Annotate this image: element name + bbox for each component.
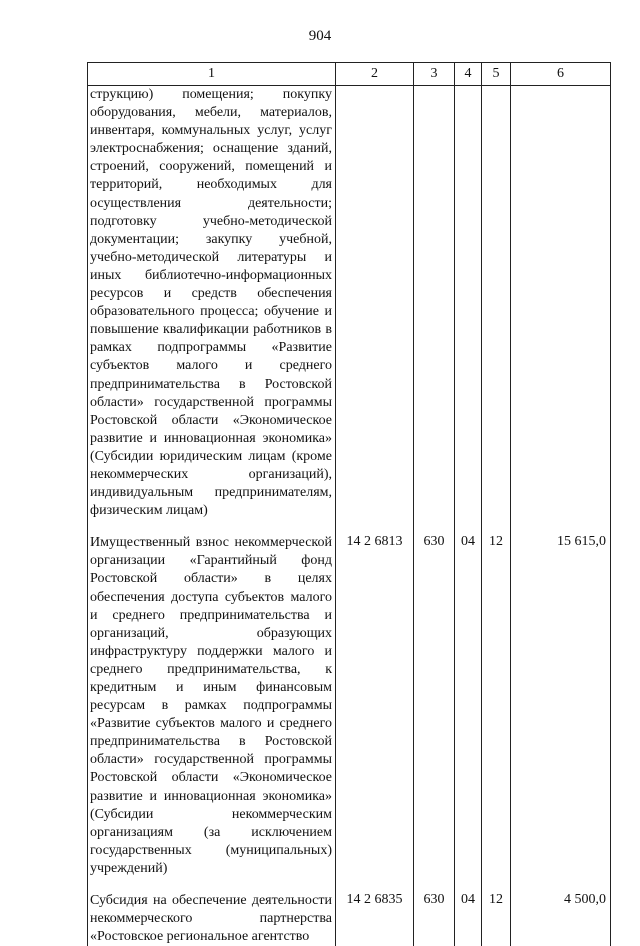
column-header-5: 5 [482, 63, 511, 86]
row-description: струкцию) помещения; покупку оборудования, мебели, материалов, инвентаря, коммунальных услуг, услуг электроснабжения; оснащение зданий, строений, сооружений, помещений и территорий, необходимых для осуществления деятельности; подготовку учебно-методической документации; закупку учебной, учебно-методической литературы и иных библиотечно-информационных ресурсов и средств обеспечения образовательного процесса; обучение и повышение квалификации работников в рамках подпрограммы «Развитие субъектов малого и среднего предпринимательства в Ростовской области» государственной программы Ростовской области «Экономическое развитие и инновационная экономика» (Субсидии юридическим лицам (кроме некоммерческих организаций), индивидуальным предпринимателям, физическим лицам) [88, 86, 336, 521]
budget-table [87, 62, 611, 946]
column-header-6: 6 [511, 63, 611, 86]
row-target-code [336, 86, 414, 521]
table-row [88, 520, 611, 878]
row-description: Субсидия на обеспечение деятельности некоммерческого партнерства «Ростовское региональное агентство [88, 878, 336, 946]
column-header-2: 2 [336, 63, 414, 86]
row-section [455, 86, 482, 521]
row-expense-type: 630 [414, 878, 455, 946]
table-header [88, 63, 611, 86]
table-row [88, 878, 611, 946]
row-expense-type: 630 [414, 520, 455, 878]
column-header-3: 3 [414, 63, 455, 86]
page-number: 904 [308, 28, 332, 44]
row-expense-type [414, 86, 455, 521]
row-amount [511, 86, 611, 521]
row-section: 04 [455, 520, 482, 878]
column-header-1: 1 [88, 63, 336, 86]
row-section: 04 [455, 878, 482, 946]
column-header-4: 4 [455, 63, 482, 86]
row-target-code: 14 2 6835 [336, 878, 414, 946]
table-row [88, 86, 611, 521]
row-amount: 4 500,0 [511, 878, 611, 946]
row-subsection [482, 86, 511, 521]
row-subsection: 12 [482, 878, 511, 946]
row-amount: 15 615,0 [511, 520, 611, 878]
row-target-code: 14 2 6813 [336, 520, 414, 878]
row-description: Имущественный взнос некоммерческой организации «Гарантийный фонд Ростовской области» в целях обеспечения доступа субъектов малого и среднего предпринимательства и организаций, образующих инфраструктуру поддержки малого и среднего предпринимательства, к кредитным и иным финансовым ресурсам в рамках подпрограммы «Развитие субъектов малого и среднего предпринимательства в Ростовской области» государственной программы Ростовской области «Экономическое развитие и инновационная экономика» (Субсидии некоммерческим организациям (за исключением государственных (муниципальных) учреждений) [88, 520, 336, 878]
row-subsection: 12 [482, 520, 511, 878]
